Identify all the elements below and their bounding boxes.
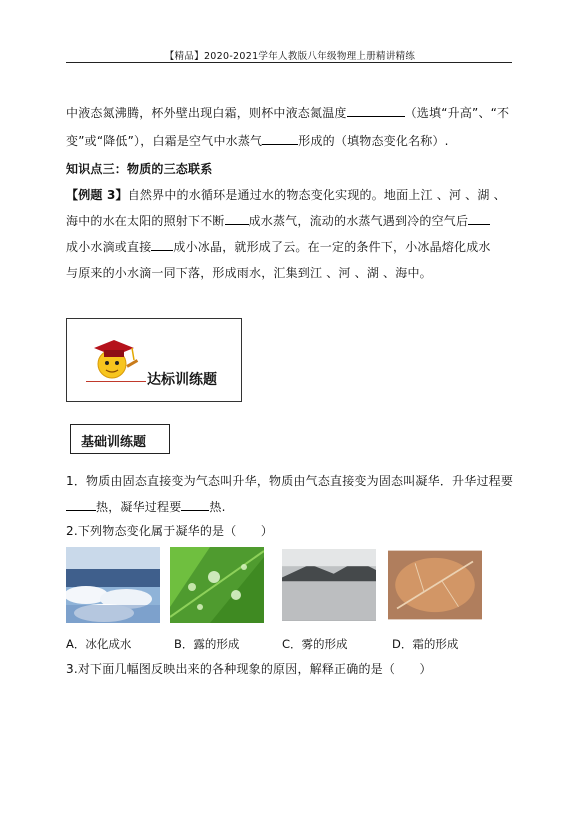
example-text-2b: 成水蒸气，流动的水蒸气遇到冷的空气后 [248, 214, 469, 228]
answer-blank[interactable] [262, 133, 298, 145]
section-title: 基础训练题 [70, 424, 170, 454]
graduation-cap-mascot-icon [86, 330, 142, 382]
example-text-3a: 成小水滴或直接 [66, 240, 152, 254]
example-line-1 [66, 186, 506, 203]
q1-line-2 [66, 498, 226, 515]
photo-fog-mountains [282, 547, 376, 623]
example-tag: 【例题 3】 [66, 188, 128, 202]
q2-stem: 2.下列物态变化属于凝华的是（ ） [66, 524, 274, 538]
q1-text-2b: 热，凝华过程要 [96, 500, 182, 514]
option-a[interactable]: A．冰化成水 [66, 637, 132, 651]
intro-text-2b: 形成的（填物态变化名称）. [298, 134, 449, 148]
example-line-4: 与原来的小水滴一同下落，形成雨水，汇集到江 、河 、湖 、海中。 [66, 266, 432, 280]
q1-line-1: 1．物质由固态直接变为气态叫升华，物质由气态直接变为固态叫凝华．升华过程要 [66, 474, 514, 488]
photo-dew-on-leaf [170, 547, 264, 623]
example-text-1: 自然界中的水循环是通过水的物态变化实现的。地面上江 、河 、湖 、 [127, 188, 506, 202]
answer-blank[interactable] [151, 239, 173, 251]
intro-text-2a: 变”或“降低”），白霜是空气中水蒸气 [66, 134, 263, 148]
example-line-3 [66, 238, 491, 255]
header-rule [66, 62, 512, 63]
intro-text-1a: 中液态氮沸腾，杯外壁出现白霜，则杯中液态氮温度 [66, 106, 347, 120]
answer-blank[interactable] [347, 105, 405, 117]
example-line-2 [66, 212, 490, 229]
q1-text-2c: 热. [209, 500, 226, 514]
example-text-2a: 海中的水在太阳的照射下不断 [66, 214, 225, 228]
example-text-3b: 成小冰晶，就形成了云。在一定的条件下，小冰晶熔化成水 [173, 240, 491, 254]
intro-text-1b: （选填“升高”、“不 [404, 106, 510, 120]
intro-line-1 [66, 104, 509, 121]
option-b[interactable]: B．露的形成 [174, 637, 240, 651]
option-c[interactable]: C．雾的形成 [282, 637, 348, 651]
knowledge-point-title: 知识点三：物质的三态联系 [66, 162, 213, 176]
answer-blank[interactable] [66, 499, 96, 511]
answer-blank[interactable] [181, 499, 209, 511]
option-d[interactable]: D．霜的形成 [392, 637, 459, 651]
answer-blank[interactable] [468, 213, 490, 225]
badge-underline [86, 381, 146, 382]
badge-title: 达标训练题 [147, 372, 217, 388]
answer-blank[interactable] [225, 213, 249, 225]
photo-melting-ice [66, 547, 160, 623]
intro-line-2 [66, 132, 449, 149]
photo-frost-on-leaf [388, 547, 482, 623]
page-header: 【精品】2020-2021学年人教版八年级物理上册精讲精练 [164, 51, 416, 62]
q3-stem: 3.对下面几幅图反映出来的各种现象的原因，解释正确的是（ ） [66, 662, 432, 676]
